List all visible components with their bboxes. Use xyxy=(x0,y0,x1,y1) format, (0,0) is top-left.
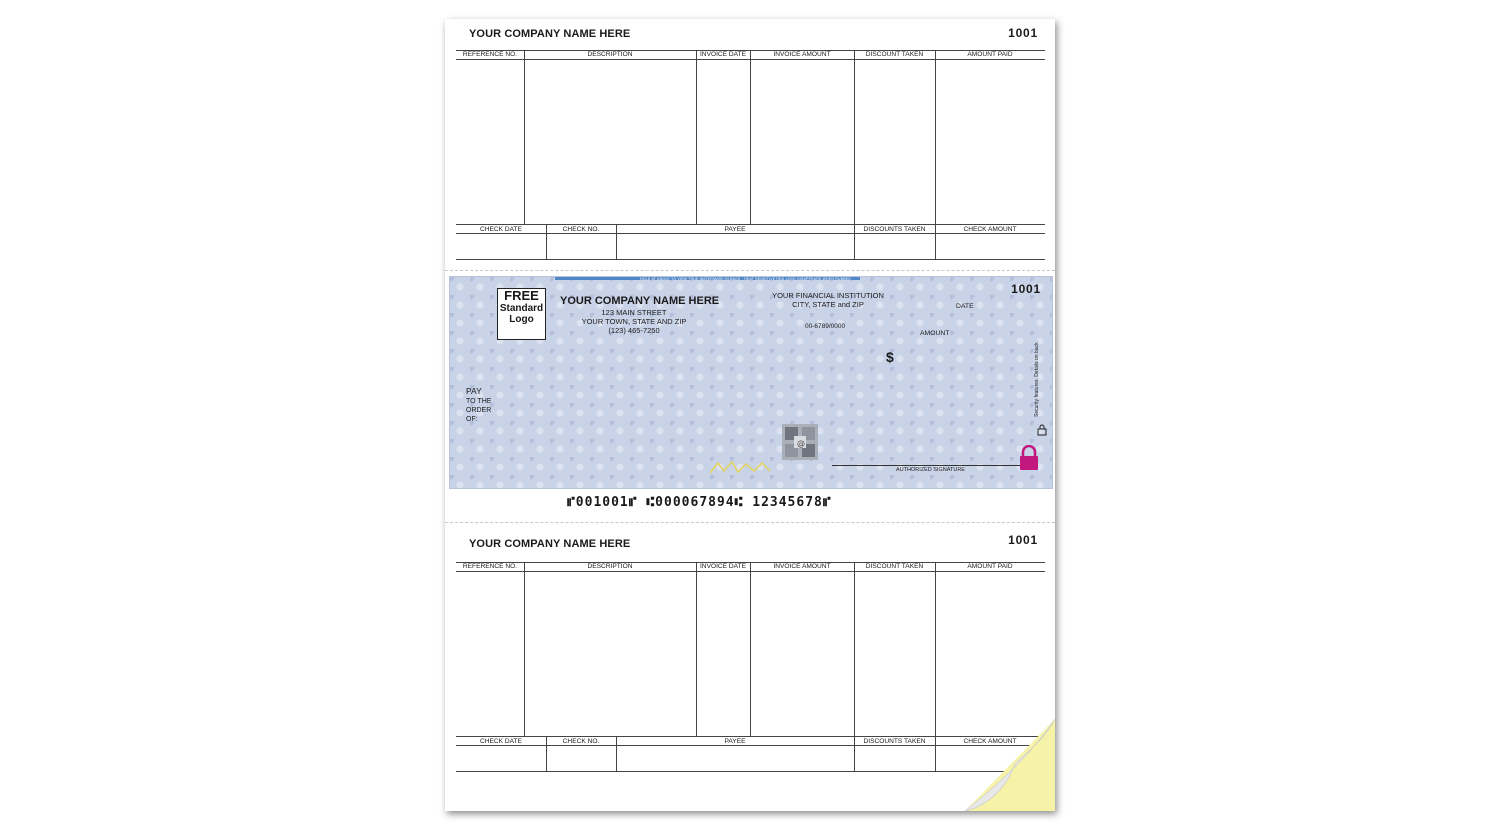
col-header-description: DESCRIPTION xyxy=(587,51,633,58)
signature-line xyxy=(832,465,1022,466)
col-header-check-amount: CHECK AMOUNT xyxy=(963,738,1017,745)
col-header-payee: PAYEE xyxy=(724,226,746,233)
col-header-check-amount: CHECK AMOUNT xyxy=(963,226,1017,233)
svg-text:@: @ xyxy=(797,439,805,448)
col-header-payee: PAYEE xyxy=(724,738,746,745)
top-voucher-stub xyxy=(445,19,1055,272)
col-header-amount-paid: AMOUNT PAID xyxy=(967,563,1013,570)
watermark-icon xyxy=(708,459,772,477)
col-header-discount-taken: DISCOUNT TAKEN xyxy=(865,51,924,58)
dollar-sign: $ xyxy=(886,349,894,365)
routing-fraction: 00-6789/0000 xyxy=(805,323,846,330)
check-number: 1001 xyxy=(1011,282,1041,296)
perforation-line xyxy=(445,522,1055,523)
bottom-voucher-stub xyxy=(445,529,1055,782)
date-label: DATE xyxy=(956,303,974,310)
order-label: ORDER xyxy=(466,407,492,414)
stub-table xyxy=(456,50,1045,261)
col-header-amount-paid: AMOUNT PAID xyxy=(967,51,1013,58)
check-body xyxy=(449,276,1053,489)
hologram-icon xyxy=(782,424,818,460)
col-header-check-date: CHECK DATE xyxy=(479,738,522,745)
institution-location: CITY, STATE and ZIP xyxy=(792,299,864,309)
company-phone: (123) 465-7250 xyxy=(608,326,660,335)
stub-company-name: YOUR COMPANY NAME HERE xyxy=(469,538,631,550)
stub-check-number: 1001 xyxy=(1008,533,1038,547)
page-curl-duplicate-icon xyxy=(965,709,1055,811)
stub-table xyxy=(456,562,1045,773)
col-header-check-no: CHECK NO. xyxy=(562,226,600,233)
financial-institution xyxy=(762,292,894,309)
col-header-discounts-taken: DISCOUNTS TAKEN xyxy=(863,738,926,745)
company-address-line-1: 123 MAIN STREET xyxy=(601,308,667,317)
company-logo xyxy=(497,288,546,340)
company-address-line-2: YOUR TOWN, STATE AND ZIP xyxy=(581,317,687,326)
col-header-check-date: CHECK DATE xyxy=(479,226,522,233)
col-header-check-no: CHECK NO. xyxy=(562,738,600,745)
small-lock-icon xyxy=(1037,424,1047,436)
perforation-line xyxy=(445,270,1055,271)
col-header-invoice-amount: INVOICE AMOUNT xyxy=(773,563,831,570)
col-header-invoice-date: INVOICE DATE xyxy=(699,563,747,570)
amount-label: AMOUNT xyxy=(920,330,950,337)
col-header-invoice-date: INVOICE DATE xyxy=(699,51,747,58)
col-header-discount-taken: DISCOUNT TAKEN xyxy=(865,563,924,570)
stub-company-name: YOUR COMPANY NAME HERE xyxy=(469,28,631,40)
col-header-reference: REFERENCE NO. xyxy=(462,563,518,570)
logo-line-3: Logo xyxy=(509,314,534,325)
micr-line: ⑈001001⑈ ⑆000067894⑆ 12345678⑈ xyxy=(567,495,832,510)
signature-label: AUTHORIZED SIGNATURE xyxy=(896,467,965,473)
institution-name: YOUR FINANCIAL INSTITUTION xyxy=(772,291,884,300)
col-header-discounts-taken: DISCOUNTS TAKEN xyxy=(863,226,926,233)
check-company-name: YOUR COMPANY NAME HERE xyxy=(560,295,720,307)
logo-line-1: FREE xyxy=(498,289,545,303)
col-header-reference: REFERENCE NO. xyxy=(462,51,518,58)
check-sheet xyxy=(445,19,1055,811)
pay-label: PAY xyxy=(466,386,482,396)
security-note: Security features. Details on back. xyxy=(1034,341,1040,417)
microprint-text: HOLD AT ANGLE TO VIEW TRUE WATERMARK IN BACK · HEAT SENSITIVE RED LOCK DISAPPEARS WHEN RUBBED xyxy=(640,277,852,281)
of-label: OF: xyxy=(466,416,478,423)
stub-check-number: 1001 xyxy=(1008,26,1038,40)
col-header-invoice-amount: INVOICE AMOUNT xyxy=(773,51,831,58)
logo-line-2: Standard xyxy=(499,303,544,314)
to-the-label: TO THE xyxy=(466,398,492,405)
col-header-description: DESCRIPTION xyxy=(587,563,633,570)
heat-sensitive-lock-icon xyxy=(1018,445,1040,471)
